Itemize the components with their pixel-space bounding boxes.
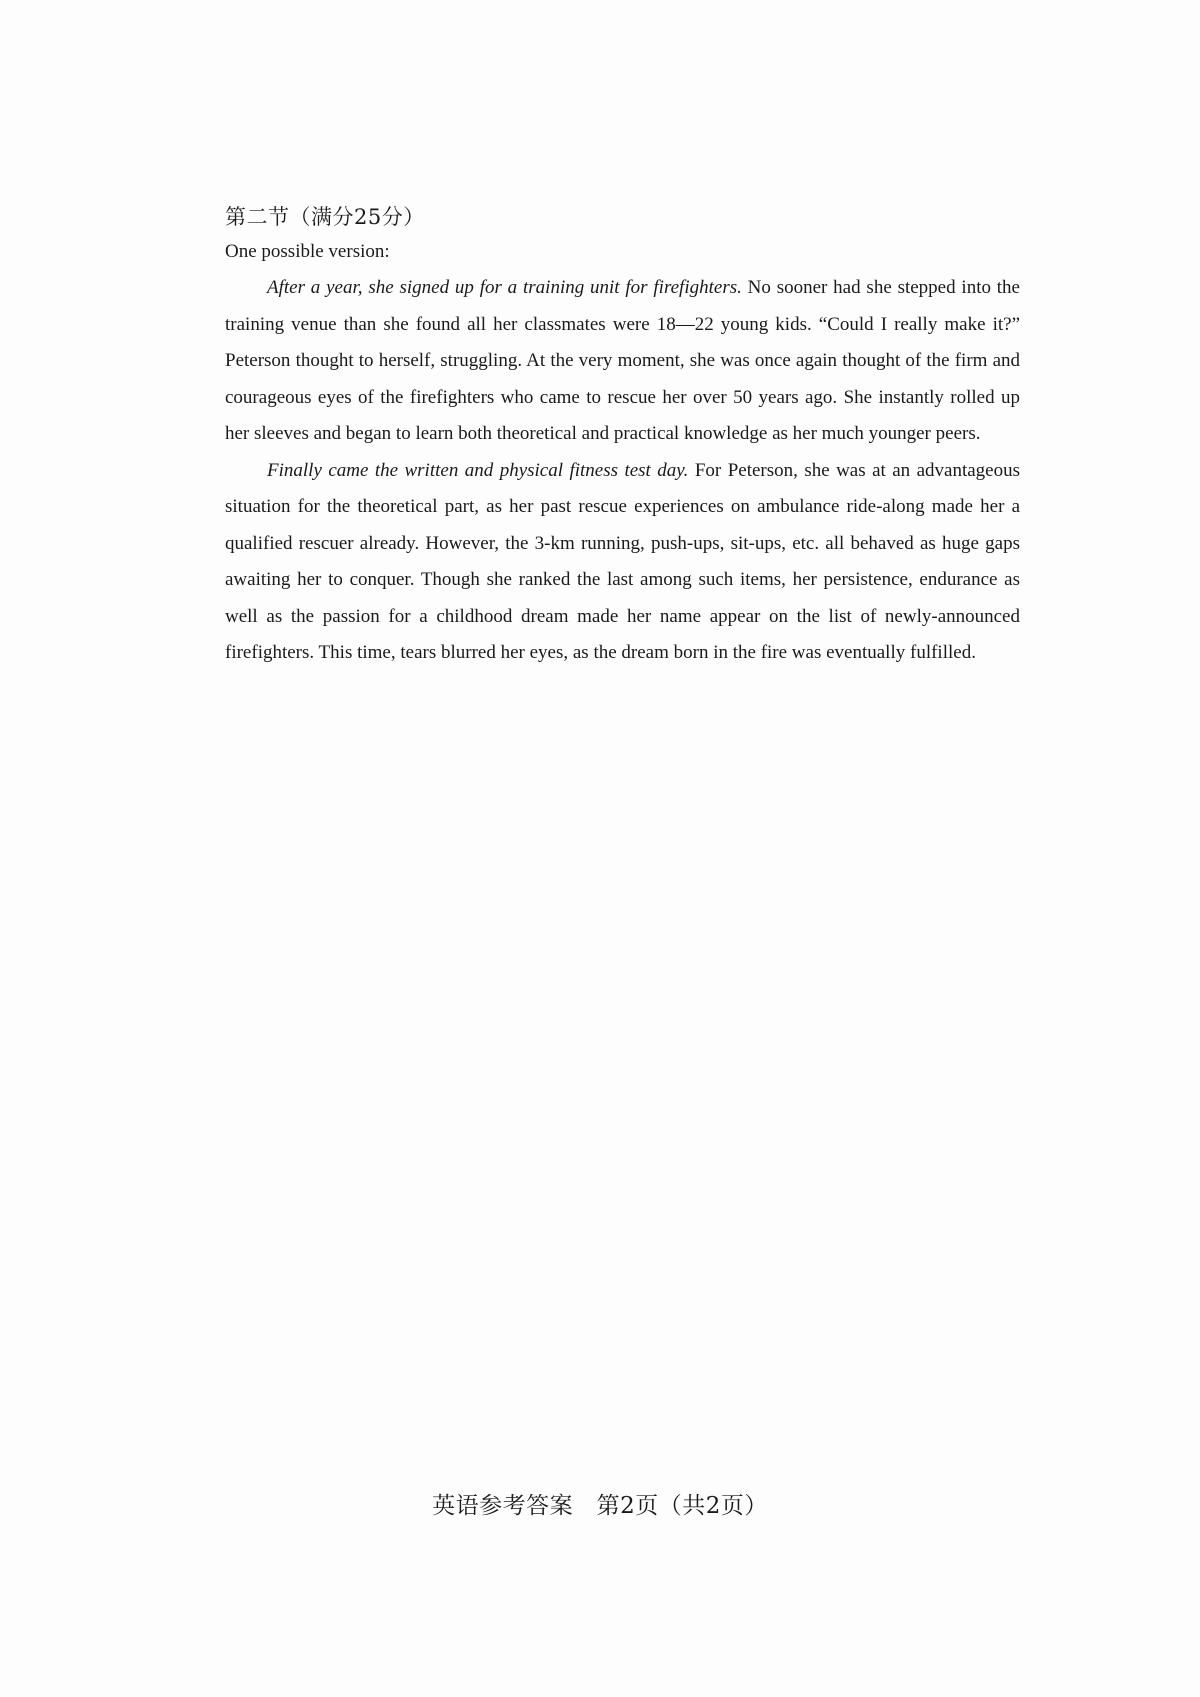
paragraph-1-text: No sooner had she stepped into the training venue than she found all her classmates were 18—22 young kids. “Could I really make it?” Peterson thought to herself, struggling. At the very moment, she was once again thought of the firm and courageous eyes of the firefighters who came to rescue her over 50 years ago. She instantly rolled up her sleeves and began to learn both theoretical and practical knowledge as her much younger peers. (225, 277, 1020, 444)
section-heading: 第二节（满分25分） (225, 205, 425, 229)
paragraph-2 (225, 453, 1020, 672)
paragraph-2-lead: Finally came the written and physical fitness test day. (267, 459, 689, 481)
paragraph-2-text: For Peterson, she was at an advantageous situation for the theoretical part, as her past rescue experiences on ambulance ride-along made her a qualified rescuer already. However, the 3-km running, push-ups, sit-ups, etc. all behaved as huge gaps awaiting her to conquer. Though she ranked the last among such items, her persistence, endurance as well as the passion for a childhood dream made her name appear on the list of newly-announced firefighters. This time, tears blurred her eyes, as the dream born in the fire was eventually fulfilled. (225, 459, 1020, 663)
answer-content (225, 200, 1020, 672)
version-intro: One possible version: (225, 241, 390, 262)
paragraph-1 (225, 270, 1020, 453)
page-footer: 英语参考答案 第2页（共2页） (432, 1493, 768, 1519)
paragraph-1-lead: After a year, she signed up for a training unit for firefighters. (267, 277, 742, 298)
